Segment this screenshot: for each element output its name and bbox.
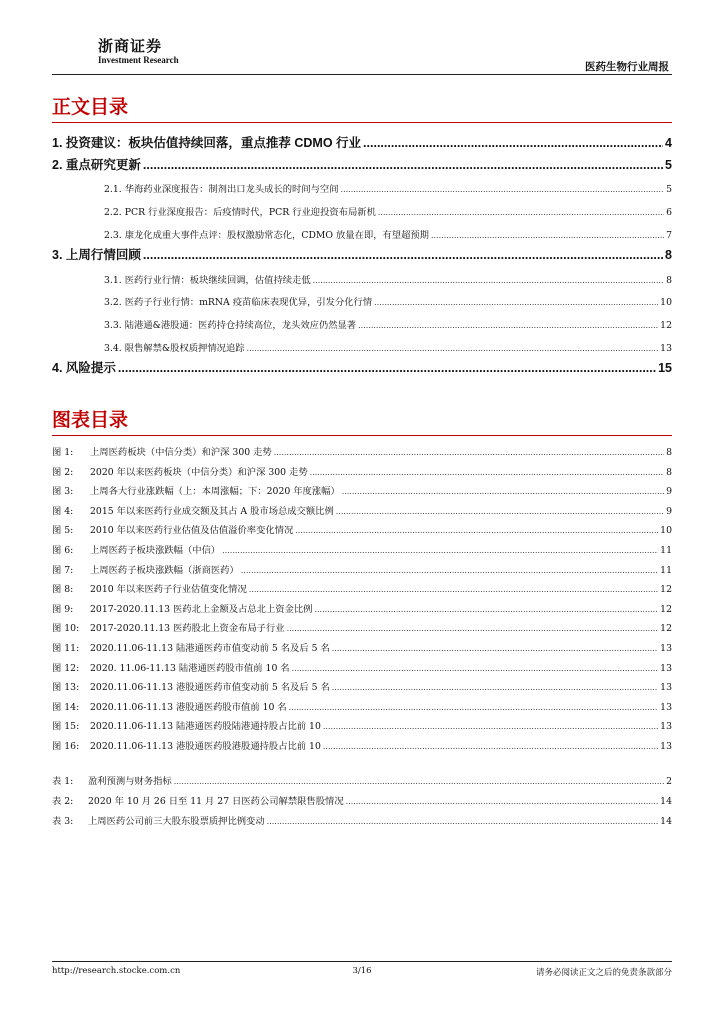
toc-entry-page: 7 — [666, 230, 672, 241]
figure-entry[interactable] — [52, 444, 672, 458]
figure-entry-number: 图 9: — [52, 603, 74, 615]
dot-leader — [363, 136, 663, 150]
figure-entry-number: 图 8: — [52, 584, 74, 596]
company-logo — [98, 38, 179, 65]
figure-entry-label — [52, 464, 308, 478]
toc-entry-page: 8 — [665, 248, 672, 262]
table-entry-text: 盈利预测与财务指标 — [88, 776, 172, 787]
figure-entry-label — [52, 483, 340, 497]
dot-leader — [336, 507, 664, 516]
figure-entry-label — [52, 581, 247, 595]
toc-entry-label: 3.4. 限售解禁&股权质押情况追踪 — [104, 343, 245, 354]
toc-entry[interactable] — [104, 181, 672, 195]
toc-entry[interactable] — [104, 294, 672, 308]
toc-entry-label: 2.1. 华海药业深度报告：制剂出口龙头成长的时间与空间 — [104, 184, 339, 195]
toc-title: 正文目录 — [52, 96, 129, 118]
figure-entry-page: 9 — [666, 486, 672, 498]
figure-entry[interactable] — [52, 601, 672, 615]
toc-entry-label: 3.2. 医药子行业行情：mRNA 疫苗临床表现优异，引发分化行情 — [104, 297, 373, 308]
dot-leader — [346, 797, 659, 806]
figure-entry-label — [52, 444, 272, 458]
dot-leader — [292, 664, 659, 673]
figure-entry-number: 图 15: — [52, 721, 80, 733]
table-entry-text: 上周医药公司前三大股东股票质押比例变动 — [88, 816, 265, 827]
figure-entry-page: 12 — [660, 584, 672, 596]
figure-entry-page: 13 — [660, 682, 672, 694]
toc-entry[interactable] — [52, 155, 672, 173]
dot-leader — [378, 208, 664, 217]
figure-entry[interactable] — [52, 503, 672, 517]
figure-entry-number: 图 16: — [52, 741, 80, 752]
figure-entry-text: 2020.11.06-11.13 陆港通医药市值变动前 5 名及后 5 名 — [90, 643, 330, 654]
table-entry-number: 表 1: — [52, 776, 74, 787]
figure-entry-text: 上周医药子板块涨跌幅（浙商医药） — [90, 564, 239, 576]
figure-entry-label — [52, 601, 312, 615]
toc-entry-page: 5 — [666, 184, 672, 195]
figure-entry-text: 2010 年以来医药子行业估值变化情况 — [90, 584, 247, 596]
figure-entry-page: 8 — [666, 447, 672, 458]
dot-leader — [358, 321, 658, 330]
toc-entry-page: 4 — [665, 136, 672, 150]
figure-entry[interactable] — [52, 679, 672, 693]
dot-leader — [267, 817, 659, 826]
toc-entry[interactable] — [104, 272, 672, 286]
figure-entry-label — [52, 699, 287, 713]
figure-entry-text: 上周医药板块（中信分类）和沪深 300 走势 — [90, 447, 272, 458]
table-entry-label — [52, 793, 344, 807]
dot-leader — [313, 276, 664, 285]
figure-entry-number: 图 11: — [52, 643, 80, 654]
toc-entry[interactable] — [52, 133, 672, 151]
toc-entry-label: 2. 重点研究更新 — [52, 158, 141, 172]
toc-entry-page: 15 — [658, 361, 672, 375]
page-header — [52, 0, 672, 75]
dot-leader — [332, 683, 658, 692]
toc-entry[interactable] — [104, 204, 672, 218]
figures-title-rule — [52, 435, 672, 436]
dot-leader — [332, 644, 658, 653]
toc-entry-label: 4. 风险提示 — [52, 361, 116, 375]
table-entry-page: 14 — [660, 816, 672, 827]
dot-leader — [323, 742, 658, 751]
figure-entry-text: 2017-2020.11.13 医药北上金额及占总北上资金比例 — [90, 603, 313, 615]
table-entry-text: 2020 年 10 月 26 日至 11 月 27 日医药公司解禁限售股情况 — [88, 796, 344, 807]
logo-chinese-name: 浙商证券 — [98, 37, 163, 55]
figure-entry-text: 上周各大行业涨跌幅（上：本周涨幅；下：2020 年度涨幅） — [90, 486, 340, 498]
table-entry[interactable] — [52, 813, 672, 827]
table-entry[interactable] — [52, 793, 672, 807]
figure-entry[interactable] — [52, 699, 672, 713]
dot-leader — [118, 361, 656, 375]
figure-entry-label — [52, 738, 321, 752]
figure-entry-number: 图 13: — [52, 682, 80, 694]
figure-entry-number: 图 7: — [52, 564, 74, 576]
figure-entry-number: 图 12: — [52, 662, 80, 674]
figure-entry-label — [52, 542, 220, 556]
figure-entry-page: 13 — [660, 662, 672, 674]
toc-entry-page: 8 — [666, 275, 672, 286]
figure-entry[interactable] — [52, 522, 672, 536]
figure-entry-page: 8 — [666, 466, 672, 478]
figure-entry-number: 图 3: — [52, 486, 74, 498]
dot-leader — [249, 585, 658, 594]
table-entry-number: 表 2: — [52, 796, 74, 807]
footer-url[interactable]: http://research.stocke.com.cn — [52, 966, 181, 976]
dot-leader — [323, 722, 658, 731]
figure-entry-text: 2010 年以来医药行业估值及估值溢价率变化情况 — [90, 525, 294, 537]
toc-entry-label: 2.3. 康龙化成重大事件点评：股权激励常态化，CDMO 放量在即，有望超预期 — [104, 230, 429, 241]
figure-entry-page: 12 — [660, 603, 672, 615]
figure-entry-number: 图 14: — [52, 701, 80, 713]
table-entry-page: 2 — [666, 776, 672, 787]
dot-leader — [289, 703, 659, 712]
toc-entry-label: 1. 投资建议：板块估值持续回落，重点推荐 CDMO 行业 — [52, 136, 362, 150]
dot-leader — [247, 344, 659, 353]
figure-entry-page: 11 — [660, 564, 672, 576]
figure-entry-page: 12 — [660, 623, 672, 635]
toc-entry-label: 3.3. 陆港通&港股通：医药持仓持续高位，龙头效应仍然显著 — [104, 320, 357, 331]
figure-entry-page: 9 — [666, 505, 672, 517]
toc-entry-label: 2.2. PCR 行业深度报告：后疫情时代，PCR 行业迎投资布局新机 — [104, 207, 376, 218]
figure-entry[interactable] — [52, 581, 672, 595]
figure-entry[interactable] — [52, 483, 672, 497]
figure-entry-text: 2020.11.06-11.13 港股通医药股港股通持股占比前 10 — [90, 741, 321, 752]
report-type: 医药生物行业周报 — [585, 61, 669, 73]
figure-entry[interactable] — [52, 464, 672, 478]
figure-entry-text: 2020 年以来医药板块（中信分类）和沪深 300 走势 — [90, 466, 308, 478]
figure-entry-label — [52, 640, 330, 654]
figure-entry[interactable] — [52, 738, 672, 752]
table-entry-page: 14 — [660, 796, 672, 807]
toc-title-rule — [52, 122, 672, 123]
figure-entry-text: 上周医药子板块涨跌幅（中信） — [90, 545, 221, 556]
header-divider — [52, 74, 672, 75]
toc-entry-page: 13 — [660, 343, 672, 354]
footer-page-number: 3/16 — [352, 966, 372, 976]
dot-leader — [222, 546, 658, 555]
figure-entry-label — [52, 562, 239, 576]
dot-leader — [274, 448, 664, 457]
toc-entry-page: 12 — [660, 320, 672, 331]
footer-divider — [52, 961, 672, 962]
figure-entry-number: 图 5: — [52, 525, 74, 537]
table-entry[interactable] — [52, 773, 672, 787]
toc-entry-label: 3. 上周行情回顾 — [52, 248, 141, 262]
figure-entry-number: 图 10: — [52, 623, 80, 635]
figure-entry-label — [52, 679, 330, 693]
figure-entry-page: 13 — [660, 741, 672, 752]
figure-entry-label — [52, 620, 285, 634]
figure-entry-text: 2020. 11.06-11.13 陆港通医药股市值前 10 名 — [90, 662, 290, 674]
toc-entry[interactable] — [104, 317, 672, 331]
figure-entry-label — [52, 660, 290, 674]
toc-entry-page: 6 — [666, 207, 672, 218]
figure-entry-number: 图 2: — [52, 466, 74, 478]
figure-entry-number: 图 6: — [52, 545, 74, 556]
figure-entry[interactable] — [52, 542, 672, 556]
toc-entry[interactable] — [104, 227, 672, 241]
figure-entry-label — [52, 718, 321, 732]
figure-entry[interactable] — [52, 640, 672, 654]
figure-entry-text: 2015 年以来医药行业成交额及其占 A 股市场总成交额比例 — [90, 505, 334, 517]
dot-leader — [241, 566, 658, 575]
dot-leader — [287, 624, 659, 633]
dot-leader — [431, 231, 664, 240]
table-entry-label — [52, 773, 172, 787]
dot-leader — [143, 158, 663, 172]
footer-disclaimer: 请务必阅读正文之后的免责条款部分 — [535, 968, 672, 978]
figure-entry-text: 2020.11.06-11.13 港股通医药股市值前 10 名 — [90, 701, 287, 713]
figure-entry[interactable] — [52, 562, 672, 576]
toc-entry[interactable] — [52, 245, 672, 263]
figure-entry[interactable] — [52, 660, 672, 674]
figure-entry-text: 2020.11.06-11.13 陆港通医药股陆港通持股占比前 10 — [90, 721, 321, 733]
table-entry-label — [52, 813, 265, 827]
figure-entry-text: 2020.11.06-11.13 港股通医药市值变动前 5 名及后 5 名 — [90, 682, 330, 694]
dot-leader — [314, 605, 658, 614]
dot-leader — [342, 487, 664, 496]
figures-title: 图表目录 — [52, 409, 129, 431]
toc-entry-label: 3.1. 医药行业行情：板块继续回调，估值持续走低 — [104, 275, 311, 286]
figure-entry-page: 13 — [660, 721, 672, 733]
dot-leader — [295, 526, 658, 535]
figure-entry-label — [52, 522, 293, 536]
figure-entry-number: 图 1: — [52, 447, 74, 458]
figure-entry[interactable] — [52, 718, 672, 732]
dot-leader — [174, 777, 664, 786]
toc-entry-page: 10 — [660, 297, 672, 308]
toc-entry[interactable] — [104, 340, 672, 354]
dot-leader — [310, 468, 664, 477]
figure-entry-page: 11 — [660, 545, 672, 556]
toc-entry-page: 5 — [665, 158, 672, 172]
figure-entry[interactable] — [52, 620, 672, 634]
figure-entry-page: 13 — [660, 701, 672, 713]
dot-leader — [143, 248, 663, 262]
toc-entry[interactable] — [52, 358, 672, 376]
dot-leader — [341, 185, 665, 194]
table-entry-number: 表 3: — [52, 816, 74, 827]
figure-entry-page: 10 — [660, 525, 672, 537]
figure-entry-page: 13 — [660, 643, 672, 654]
dot-leader — [374, 298, 658, 307]
figure-entry-text: 2017-2020.11.13 医药股北上资金布局子行业 — [90, 623, 285, 635]
figure-entry-label — [52, 503, 334, 517]
logo-english-name: Investment Research — [98, 55, 179, 65]
figure-entry-number: 图 4: — [52, 505, 74, 517]
